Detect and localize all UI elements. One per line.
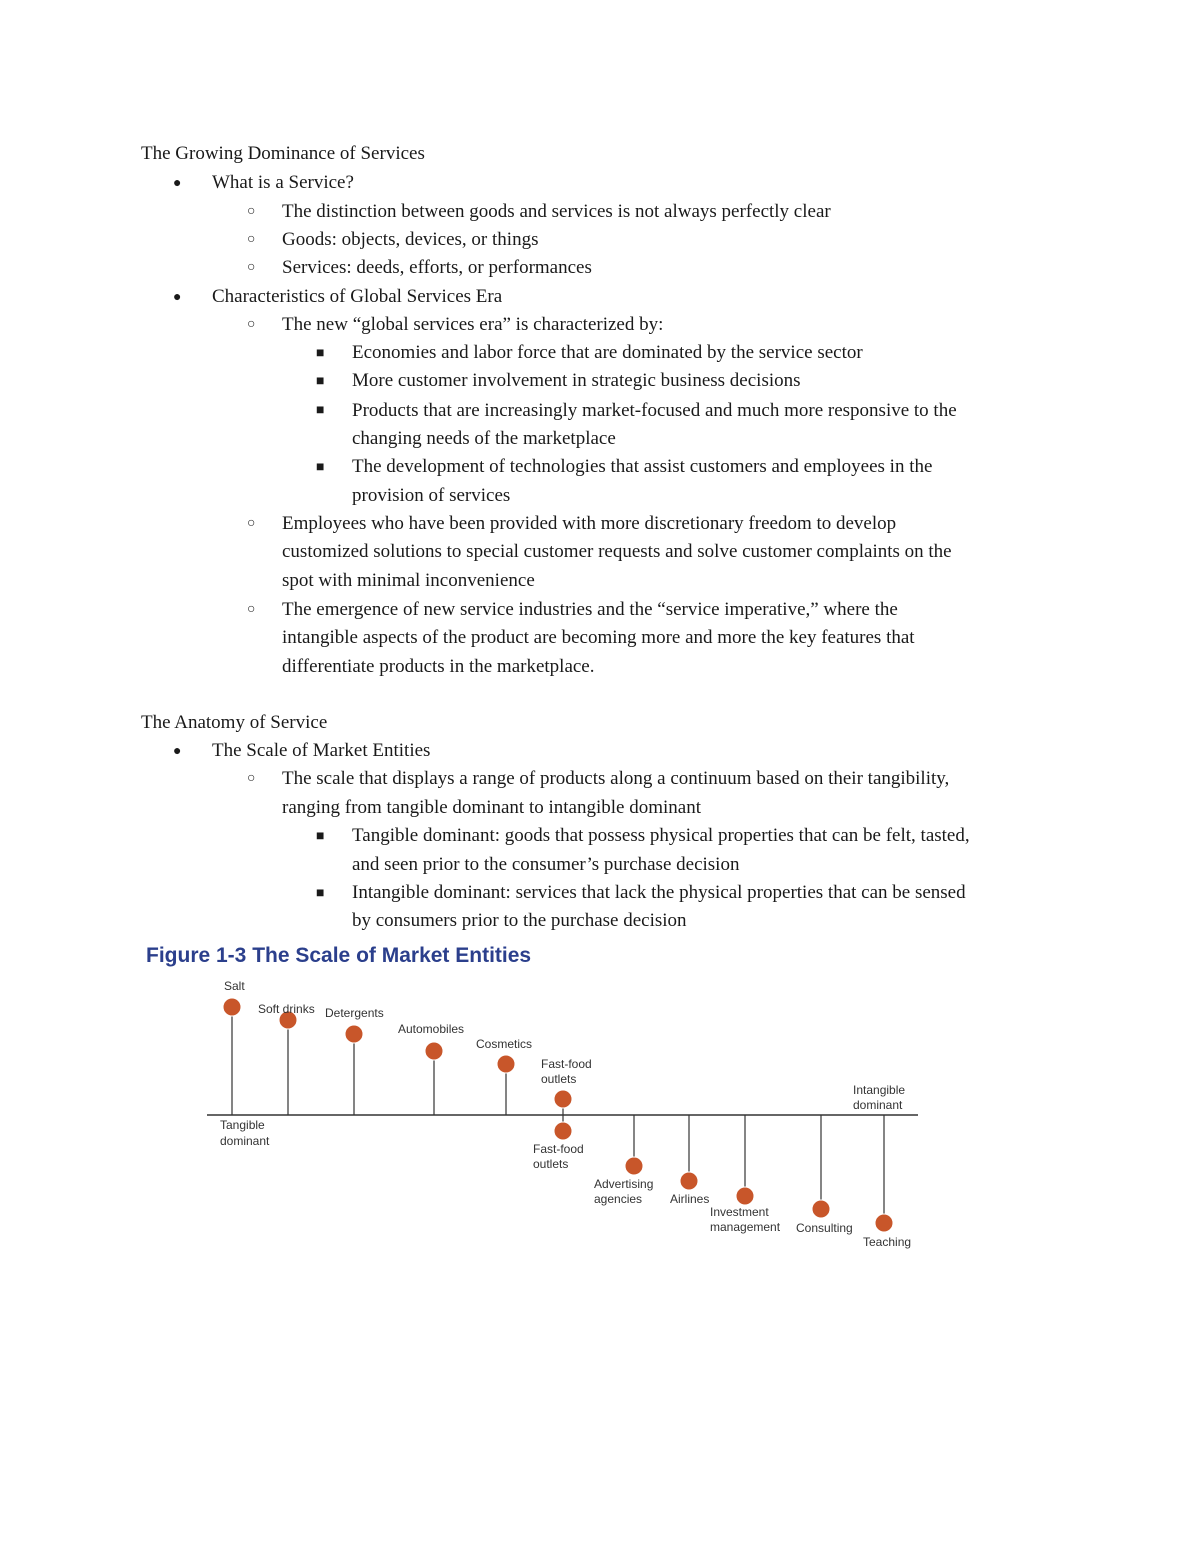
square-bullet-icon: ■ [316, 886, 325, 901]
goods-marker [425, 1042, 443, 1060]
hollow-bullet-icon: ○ [247, 232, 256, 247]
services-marker [554, 1122, 572, 1140]
square-bullet-icon: ■ [316, 460, 325, 475]
intangible-dominant-label: dominant [853, 1098, 903, 1112]
topic-characteristics: Characteristics of Global Services Era [212, 286, 503, 307]
section-title-anatomy: The Anatomy of Service [141, 712, 328, 733]
list-item: More customer involvement in strategic business decisions [352, 370, 801, 391]
goods-marker [497, 1055, 515, 1073]
market-entity-label: Consulting [796, 1221, 853, 1235]
topic-scale-of-market-entities: The Scale of Market Entities [212, 740, 431, 761]
list-item: The scale that displays a range of products along a continuum based on their tangibility, [282, 768, 950, 789]
topic-what-is-service: What is a Service? [212, 172, 354, 193]
market-entity-label: agencies [594, 1192, 643, 1206]
services-marker [680, 1172, 698, 1190]
list-item: Intangible dominant: services that lack the physical properties that can be sensed [352, 882, 966, 903]
section-title-growing-dominance: The Growing Dominance of Services [141, 143, 425, 164]
list-item: Services: deeds, efforts, or performances [282, 257, 592, 278]
list-item: The new “global services era” is characterized by: [282, 314, 664, 335]
hollow-bullet-icon: ○ [247, 260, 256, 275]
goods-marker [345, 1025, 363, 1043]
list-item: The emergence of new service industries and the “service imperative,” where the [282, 599, 898, 620]
list-item-continuation: differentiate products in the marketplace. [282, 656, 595, 677]
market-entity-label: Investment [710, 1205, 769, 1219]
list-item: Tangible dominant: goods that possess physical properties that can be felt, tasted, [352, 825, 970, 846]
list-item-continuation: provision of services [352, 485, 511, 506]
list-item-continuation: spot with minimal inconvenience [282, 570, 535, 591]
diagram-markers [223, 979, 911, 1249]
market-entity-label: Fast-food [541, 1057, 592, 1071]
hollow-bullet-icon: ○ [247, 771, 256, 786]
market-entity-label: Fast-food [533, 1142, 584, 1156]
market-entity-label: Cosmetics [476, 1037, 533, 1051]
list-item: Products that are increasingly market-focused and much more responsive to the [352, 400, 957, 421]
list-item-continuation: ranging from tangible dominant to intangible dominant [282, 797, 701, 818]
market-entity-label: management [710, 1220, 781, 1234]
hollow-bullet-icon: ○ [247, 204, 256, 219]
list-item-continuation: intangible aspects of the product are becoming more and more the key features that [282, 627, 915, 648]
list-item-continuation: customized solutions to special customer requests and solve customer complaints on the [282, 541, 952, 562]
list-item: Economies and labor force that are dominated by the service sector [352, 342, 863, 363]
tangible-dominant-label: dominant [220, 1134, 270, 1148]
goods-marker [554, 1090, 572, 1108]
hollow-bullet-icon: ○ [247, 317, 256, 332]
scale-of-market-entities-diagram [0, 970, 1200, 1260]
hollow-bullet-icon: ○ [247, 602, 256, 617]
list-item: The distinction between goods and services is not always perfectly clear [282, 201, 831, 222]
market-entity-label: Soft drinks [258, 1002, 315, 1016]
market-entity-label: Salt [224, 979, 245, 993]
filled-bullet-icon: ● [173, 744, 182, 759]
hollow-bullet-icon: ○ [247, 516, 256, 531]
list-item: Goods: objects, devices, or things [282, 229, 539, 250]
square-bullet-icon: ■ [316, 829, 325, 844]
square-bullet-icon: ■ [316, 374, 325, 389]
market-entity-label: Airlines [670, 1192, 710, 1206]
services-marker [812, 1200, 830, 1218]
list-item: Employees who have been provided with more discretionary freedom to develop [282, 513, 897, 534]
services-marker [736, 1187, 754, 1205]
square-bullet-icon: ■ [316, 403, 325, 418]
goods-marker [223, 998, 241, 1016]
list-item-continuation: and seen prior to the consumer’s purchase decision [352, 854, 740, 875]
services-marker [875, 1214, 893, 1232]
intangible-dominant-label: Intangible [853, 1083, 906, 1097]
filled-bullet-icon: ● [173, 176, 182, 191]
market-entity-label: outlets [541, 1072, 577, 1086]
figure-title: Figure 1-3 The Scale of Market Entities [146, 944, 532, 967]
market-entity-label: Teaching [863, 1235, 912, 1249]
list-item: The development of technologies that assist customers and employees in the [352, 456, 933, 477]
market-entity-label: Automobiles [398, 1022, 465, 1036]
market-entity-label: Detergents [325, 1006, 384, 1020]
square-bullet-icon: ■ [316, 346, 325, 361]
list-item-continuation: changing needs of the marketplace [352, 428, 616, 449]
market-entity-label: Advertising [594, 1177, 654, 1191]
list-item-continuation: by consumers prior to the purchase decision [352, 910, 687, 931]
services-marker [625, 1157, 643, 1175]
tangible-dominant-label: Tangible [220, 1118, 265, 1132]
market-entity-label: outlets [533, 1157, 569, 1171]
filled-bullet-icon: ● [173, 290, 182, 305]
